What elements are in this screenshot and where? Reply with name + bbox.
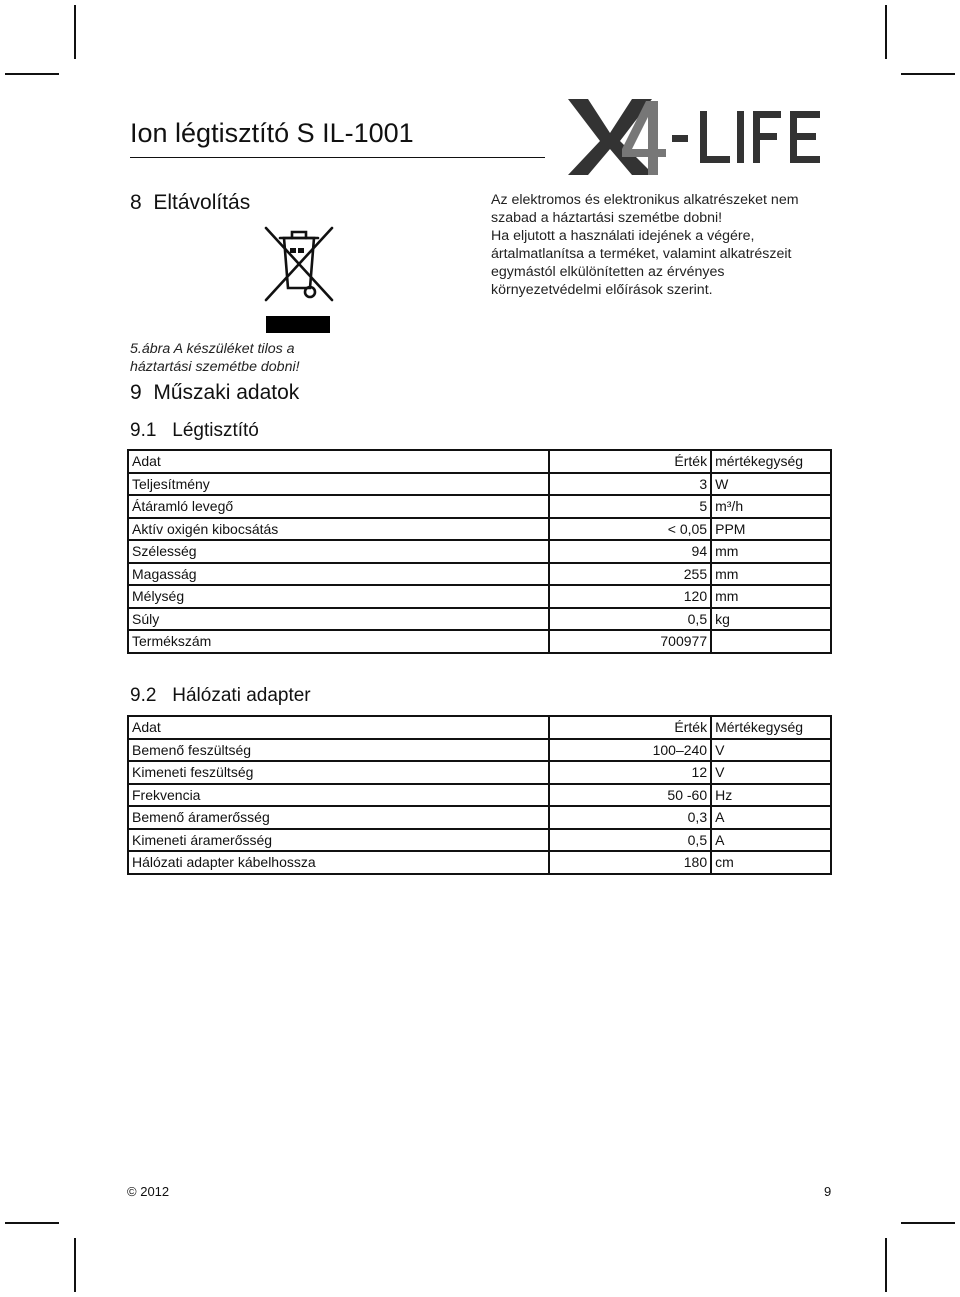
unit-cell: mm [711, 540, 831, 563]
figure-caption [130, 340, 330, 376]
note-paragraph: Ha eljutott a használati idejének a végére, ártalmatlanítsa a terméket, valamint alkatrészeit egymástól elkülönítetten az érvényes környezetvédelmi előírások szerint. [491, 228, 792, 298]
unit-cell: cm [711, 851, 831, 874]
table-row [128, 739, 831, 762]
header-cell: Érték [549, 450, 711, 473]
title-underline [130, 157, 545, 158]
value-cell: 5 [549, 495, 711, 518]
section-8-heading [130, 191, 250, 215]
parameter-cell: Aktív oxigén kibocsátás [128, 518, 549, 541]
table-row [128, 630, 831, 653]
crop-mark [5, 1222, 59, 1224]
caption-line: 5.ábra A készüléket tilos a [130, 341, 295, 357]
table-row [128, 608, 831, 631]
value-cell: 0,3 [549, 806, 711, 829]
table-row [128, 563, 831, 586]
section-9-1-heading [130, 420, 259, 442]
unit-cell: mm [711, 563, 831, 586]
x4-life-logo [566, 93, 832, 177]
parameter-cell: Mélység [128, 585, 549, 608]
copyright-icon: © [127, 1184, 137, 1199]
header-cell: mértékegység [711, 450, 831, 473]
unit-cell: V [711, 761, 831, 784]
document-title: Ion légtisztító S IL-1001 [130, 118, 414, 148]
section-number: 9.2 [130, 685, 157, 706]
value-cell: 0,5 [549, 608, 711, 631]
unit-cell [711, 630, 831, 653]
parameter-cell: Magasság [128, 563, 549, 586]
crossed-out-wheelie-bin-icon [262, 226, 336, 302]
value-cell: 100–240 [549, 739, 711, 762]
crop-mark [901, 1222, 955, 1224]
unit-cell: Hz [711, 784, 831, 807]
crop-mark [901, 73, 955, 75]
section-title: Hálózati adapter [172, 685, 311, 706]
table-header-row [128, 450, 831, 473]
table-row [128, 784, 831, 807]
table-row [128, 806, 831, 829]
table-row [128, 761, 831, 784]
section-number: 9.1 [130, 420, 157, 441]
unit-cell: A [711, 829, 831, 852]
power-adapter-spec-table [127, 715, 832, 875]
value-cell: 700977 [549, 630, 711, 653]
value-cell: 12 [549, 761, 711, 784]
parameter-cell: Kimeneti áramerősség [128, 829, 549, 852]
weee-solid-bar [266, 316, 330, 333]
header-cell: Adat [128, 716, 549, 739]
crop-mark [885, 5, 887, 59]
unit-cell: kg [711, 608, 831, 631]
unit-cell: m³/h [711, 495, 831, 518]
header-cell: Mértékegység [711, 716, 831, 739]
unit-cell: PPM [711, 518, 831, 541]
value-cell: 3 [549, 473, 711, 496]
section-title: Műszaki adatok [153, 381, 300, 404]
parameter-cell: Frekvencia [128, 784, 549, 807]
parameter-cell: Hálózati adapter kábelhossza [128, 851, 549, 874]
table-header-row [128, 716, 831, 739]
disposal-note [491, 191, 831, 299]
value-cell: < 0,05 [549, 518, 711, 541]
unit-cell: W [711, 473, 831, 496]
unit-cell: A [711, 806, 831, 829]
section-number: 9 [130, 381, 142, 404]
parameter-cell: Átáramló levegő [128, 495, 549, 518]
table-row [128, 540, 831, 563]
parameter-cell: Termékszám [128, 630, 549, 653]
unit-cell: mm [711, 585, 831, 608]
air-purifier-spec-table [127, 449, 832, 654]
section-number: 8 [130, 191, 142, 214]
note-paragraph: Az elektromos és elektronikus alkatrészeket nem szabad a háztartási szemétbe dobni! [491, 192, 799, 226]
crop-mark [885, 1238, 887, 1292]
section-9-heading [130, 381, 299, 405]
value-cell: 180 [549, 851, 711, 874]
section-9-2-heading [130, 685, 311, 707]
table-row [128, 495, 831, 518]
copyright-year: 2012 [140, 1184, 170, 1199]
header-cell: Adat [128, 450, 549, 473]
table-row [128, 829, 831, 852]
value-cell: 120 [549, 585, 711, 608]
table-row [128, 518, 831, 541]
section-title: Eltávolítás [153, 191, 251, 214]
table-row [128, 473, 831, 496]
caption-line: háztartási szemétbe dobni! [130, 359, 300, 375]
parameter-cell: Bemenő áramerősség [128, 806, 549, 829]
crop-mark [5, 73, 59, 75]
value-cell: 50 -60 [549, 784, 711, 807]
crop-mark [74, 1238, 76, 1292]
footer-copyright [127, 1184, 169, 1199]
parameter-cell: Súly [128, 608, 549, 631]
parameter-cell: Kimeneti feszültség [128, 761, 549, 784]
page-number: 9 [824, 1184, 832, 1199]
value-cell: 94 [549, 540, 711, 563]
parameter-cell: Teljesítmény [128, 473, 549, 496]
crop-mark [74, 5, 76, 59]
parameter-cell: Bemenő feszültség [128, 739, 549, 762]
parameter-cell: Szélesség [128, 540, 549, 563]
header-cell: Érték [549, 716, 711, 739]
table-row [128, 851, 831, 874]
value-cell: 255 [549, 563, 711, 586]
table-row [128, 585, 831, 608]
section-title: Légtisztító [172, 420, 259, 441]
value-cell: 0,5 [549, 829, 711, 852]
unit-cell: V [711, 739, 831, 762]
